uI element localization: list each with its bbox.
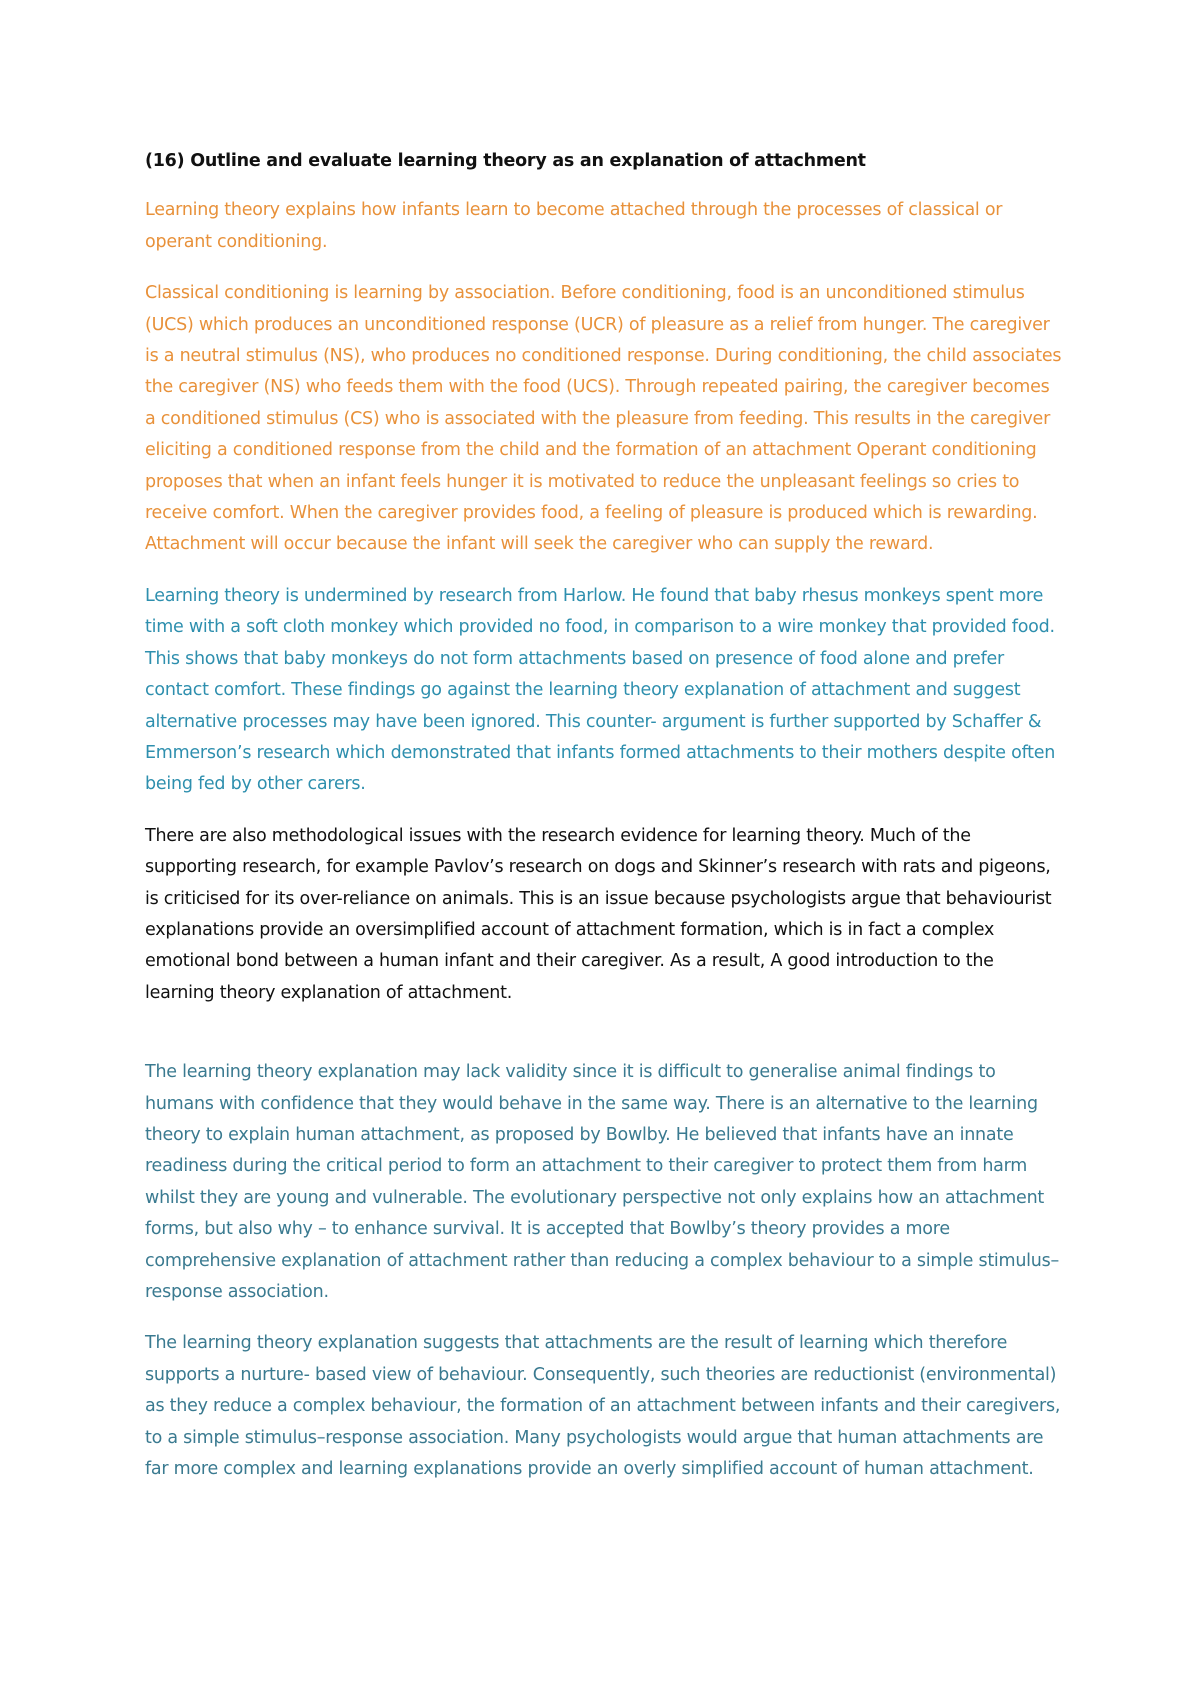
document-title: (16) Outline and evaluate learning theory as an explanation of attachment [145, 151, 866, 171]
paragraph-intro: Learning theory explains how infants learn to become attached through the processes of classical or operant conditioning. [145, 200, 1003, 252]
paragraph-harlow: Learning theory is undermined by research from Harlow. He found that baby rhesus monkeys spent more time with a soft cloth monkey which provided no food, in comparison to a wire monkey that provided food. This shows that baby monkeys do not form attachments based on presence of food alone and prefer contact comfort. These findings go against the learning theory explanation of attachment and suggest alternative processes may have been ignored. This counter- argument is further supported by Schaffer & Emmerson’s research which demonstrated that infants formed attachments to their mothers despite often being fed by other carers. [145, 585, 1056, 795]
paragraph-validity: The learning theory explanation may lack validity since it is difficult to generalise animal findings to humans with confidence that they would behave in the same way. There is an alternative to the learning theory to explain human attachment, as proposed by Bowlby. He believed that infants have an innate readiness during the critical period to form an attachment to their caregiver to protect them from harm whilst they are young and vulnerable. The evolutionary perspective not only explains how an attachment forms, but also why – to enhance survival. It is accepted that Bowlby’s theory provides a more comprehensive explanation of attachment rather than reducing a complex behaviour to a simple stimulus–response association. [145, 1062, 1059, 1302]
paragraph-classical-conditioning: Classical conditioning is learning by association. Before conditioning, food is an unconditioned stimulus (UCS) which produces an unconditioned response (UCR) of pleasure as a relief from hunger. The caregiver is a neutral stimulus (NS), who produces no conditioned response. During conditioning, the child associates the caregiver (NS) who feeds them with the food (UCS). Through repeated pairing, the caregiver becomes a conditioned stimulus (CS) who is associated with the pleasure from feeding. This results in the caregiver eliciting a conditioned response from the child and the formation of an attachment Operant conditioning proposes that when an infant feels hunger it is motivated to reduce the unpleasant feelings so cries to receive comfort. When the caregiver provides food, a feeling of pleasure is produced which is rewarding. Attachment will occur because the infant will seek the caregiver who can supply the reward. [145, 283, 1062, 555]
paragraph-methodological-issues: There are also methodological issues with the research evidence for learning theory. Much of the supporting research, for example Pavlov’s research on dogs and Skinner’s research with rats and pigeons, is criticised for its over-reliance on animals. This is an issue because psychologists argue that behaviourist explanations provide an oversimplified account of attachment formation, which is in fact a complex emotional bond between a human infant and their caregiver. As a result, A good introduction to the learning theory explanation of attachment. [145, 825, 1052, 1003]
document-body [145, 146, 1065, 1505]
paragraph-nurture: The learning theory explanation suggests that attachments are the result of learning which therefore supports a nurture- based view of behaviour. Consequently, such theories are reductionist (environmental) as they reduce a complex behaviour, the formation of an attachment between infants and their caregivers, to a simple stimulus–response association. Many psychologists would argue that human attachments are far more complex and learning explanations provide an overly simplified account of human attachment. [145, 1333, 1061, 1480]
